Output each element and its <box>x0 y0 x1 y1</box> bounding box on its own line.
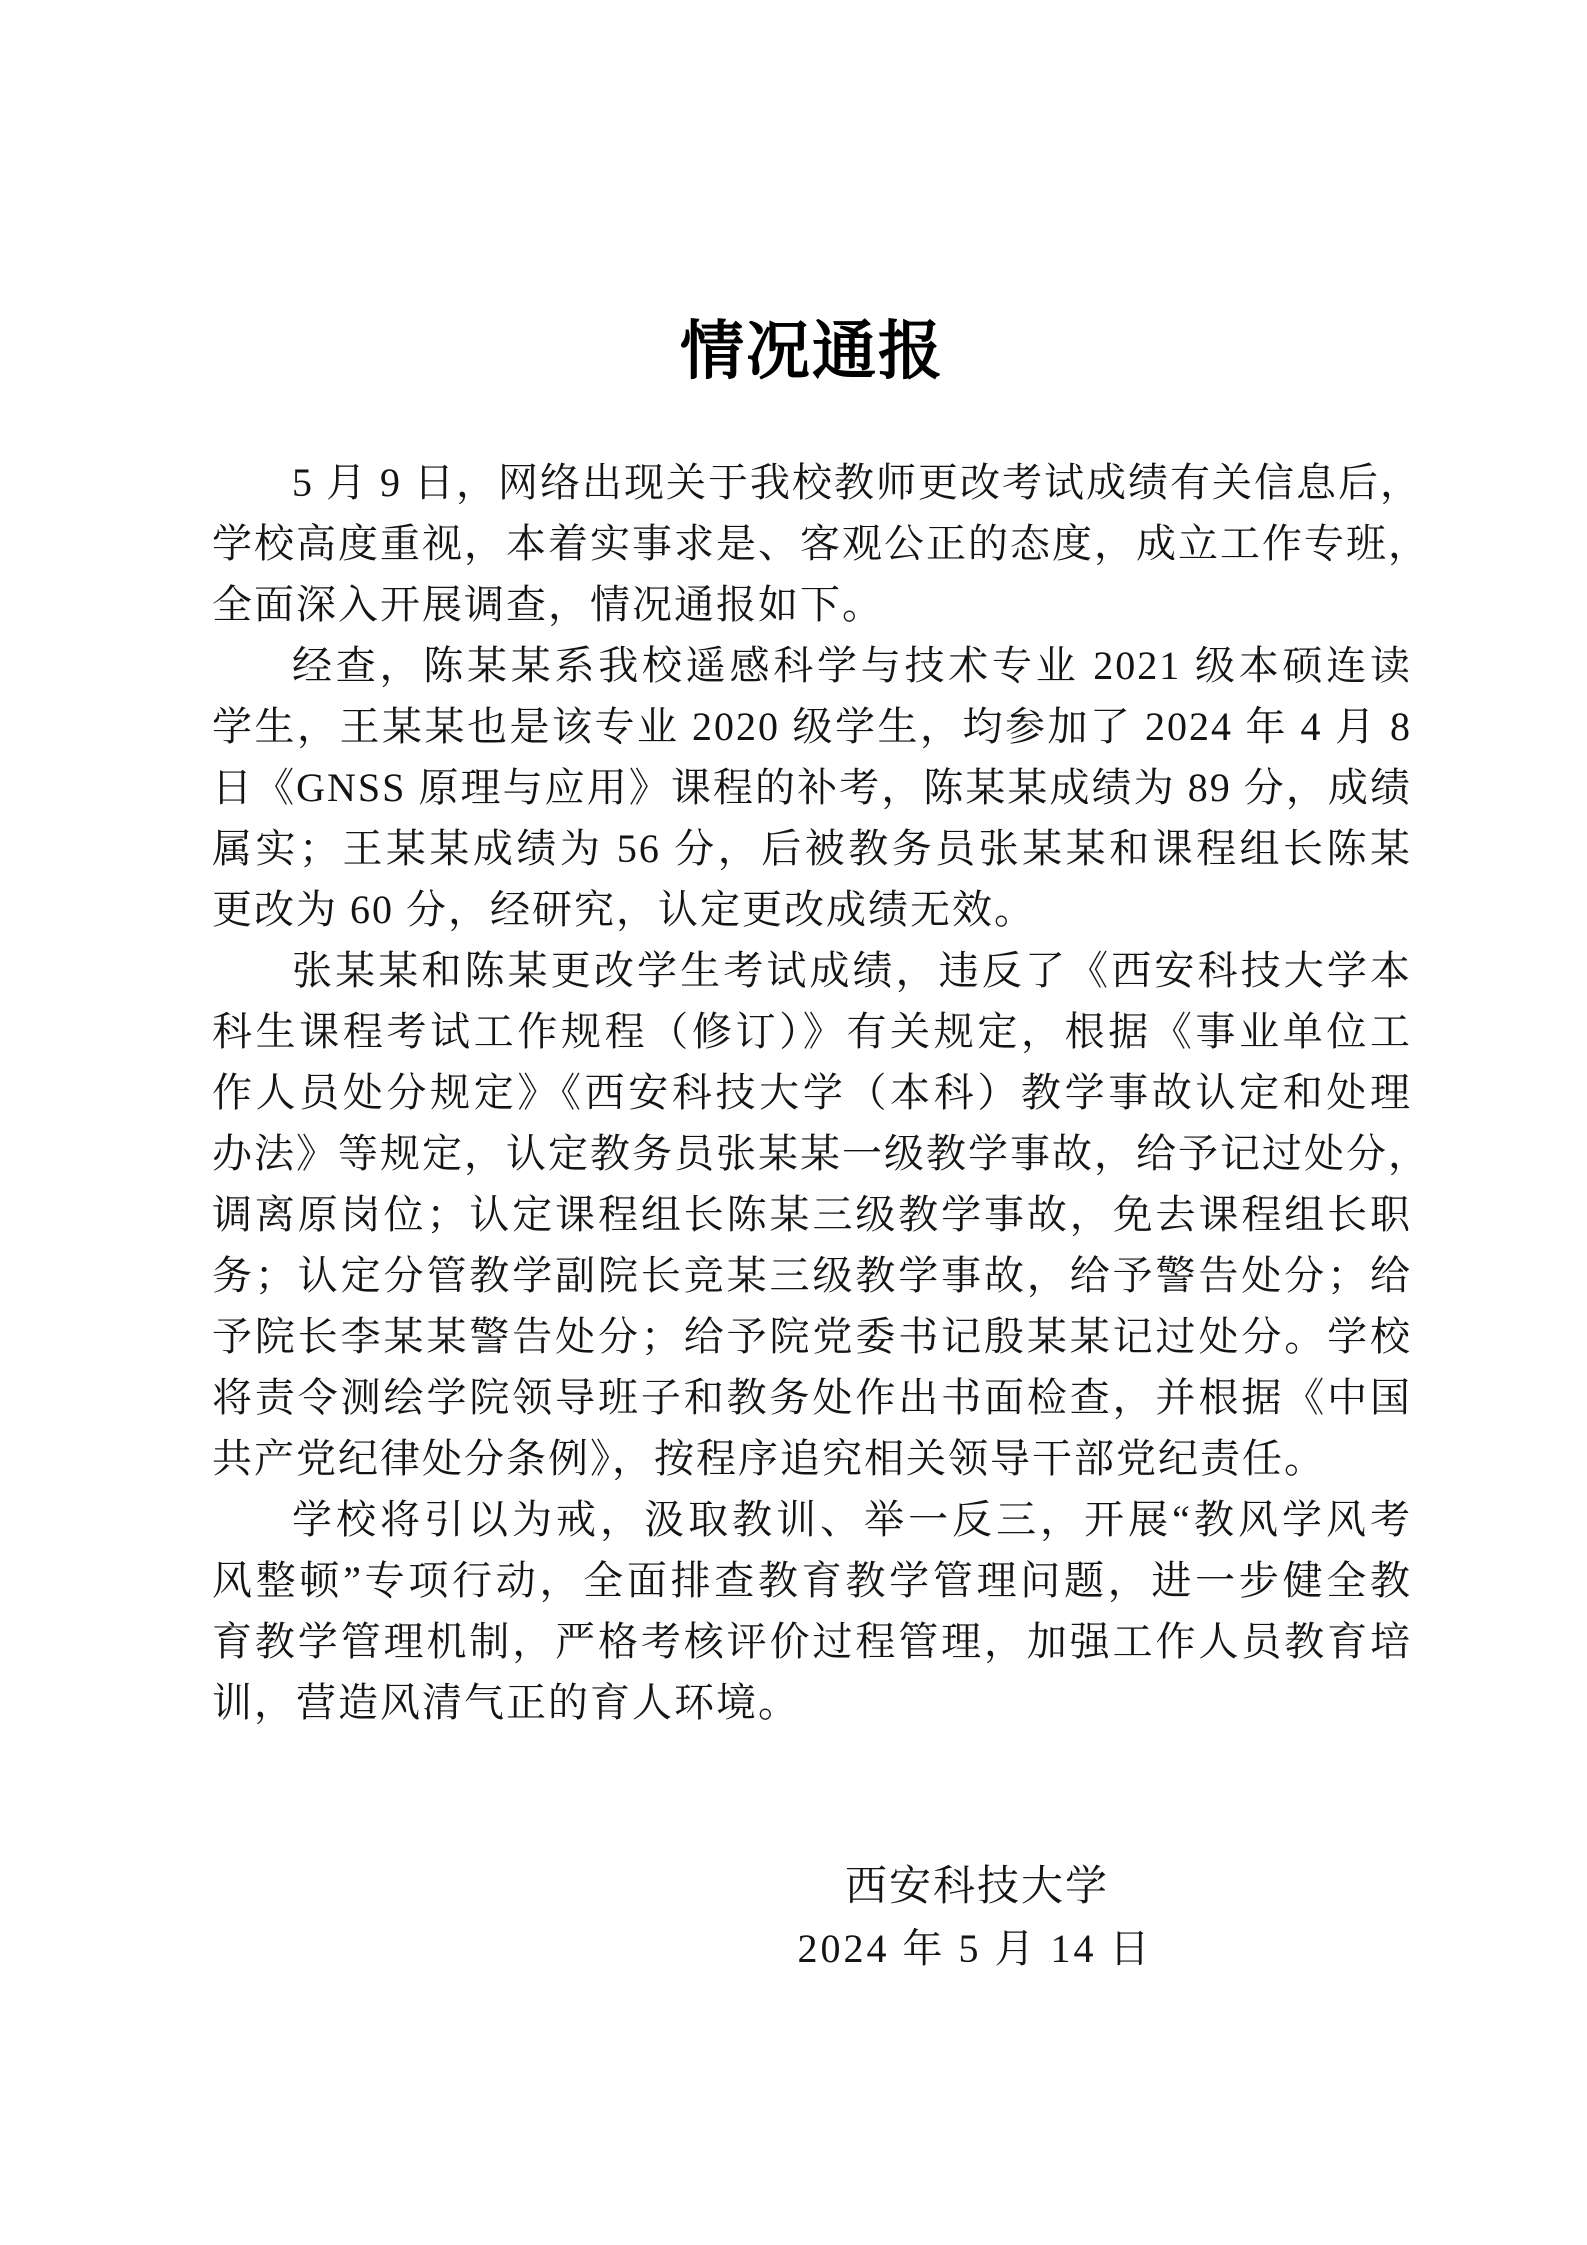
body-line: 共产党纪律处分条例》，按程序追究相关领导干部党纪责任。 <box>212 1436 1326 1481</box>
paragraph <box>212 940 1430 1489</box>
body-line: 务；认定分管教学副院长竞某三级教学事故，给予警告处分；给 <box>212 1253 1412 1298</box>
date-line: 2024 年 5 月 14 日 <box>797 1926 1153 1971</box>
body-line: 更改为 60 分，经研究，认定更改成绩无效。 <box>212 887 1036 932</box>
body-line: 科生课程考试工作规程（修订）》有关规定，根据《事业单位工 <box>212 1009 1412 1054</box>
body-line: 学生，王某某也是该专业 2020 级学生，均参加了 2024 年 4 月 8 <box>212 704 1412 749</box>
body-line: 张某某和陈某更改学生考试成绩，违反了《西安科技大学本 <box>292 948 1412 993</box>
signature-line: 西安科技大学 <box>844 1864 1109 1910</box>
body-line: 学校将引以为戒，汲取教训、举一反三，开展“教风学风考 <box>292 1497 1412 1542</box>
body-line: 调离原岗位；认定课程组长陈某三级教学事故，免去课程组长职 <box>212 1192 1412 1237</box>
body-line: 学校高度重视，本着实事求是、客观公正的态度，成立工作专班， <box>212 521 1430 566</box>
document-body <box>212 452 1430 1733</box>
body-line: 予院长李某某警告处分；给予院党委书记殷某某记过处分。学校 <box>212 1314 1412 1359</box>
body-line: 风整顿”专项行动，全面排查教育教学管理问题，进一步健全教 <box>212 1558 1412 1603</box>
body-line: 日《GNSS 原理与应用》课程的补考，陈某某成绩为 89 分，成绩 <box>212 765 1412 810</box>
body-line: 作人员处分规定》《西安科技大学（本科）教学事故认定和处理 <box>212 1070 1412 1115</box>
body-line: 训，营造风清气正的育人环境。 <box>212 1680 800 1725</box>
paragraph <box>212 452 1430 635</box>
body-line: 5 月 9 日，网络出现关于我校教师更改考试成绩有关信息后， <box>292 460 1422 505</box>
body-line: 经查，陈某某系我校遥感科学与技术专业 2021 级本硕连读 <box>292 643 1412 688</box>
body-line: 将责令测绘学院领导班子和教务处作出书面检查，并根据《中国 <box>212 1375 1412 1420</box>
body-line: 属实；王某某成绩为 56 分，后被教务员张某某和课程组长陈某 <box>212 826 1412 871</box>
document-title: 情况通报 <box>680 316 944 387</box>
paragraph <box>212 1489 1412 1733</box>
paragraph <box>212 635 1412 940</box>
body-line: 全面深入开展调查，情况通报如下。 <box>212 582 884 627</box>
body-line: 办法》等规定，认定教务员张某某一级教学事故，给予记过处分， <box>212 1131 1430 1176</box>
body-line: 育教学管理机制，严格考核评价过程管理，加强工作人员教育培 <box>212 1619 1412 1664</box>
